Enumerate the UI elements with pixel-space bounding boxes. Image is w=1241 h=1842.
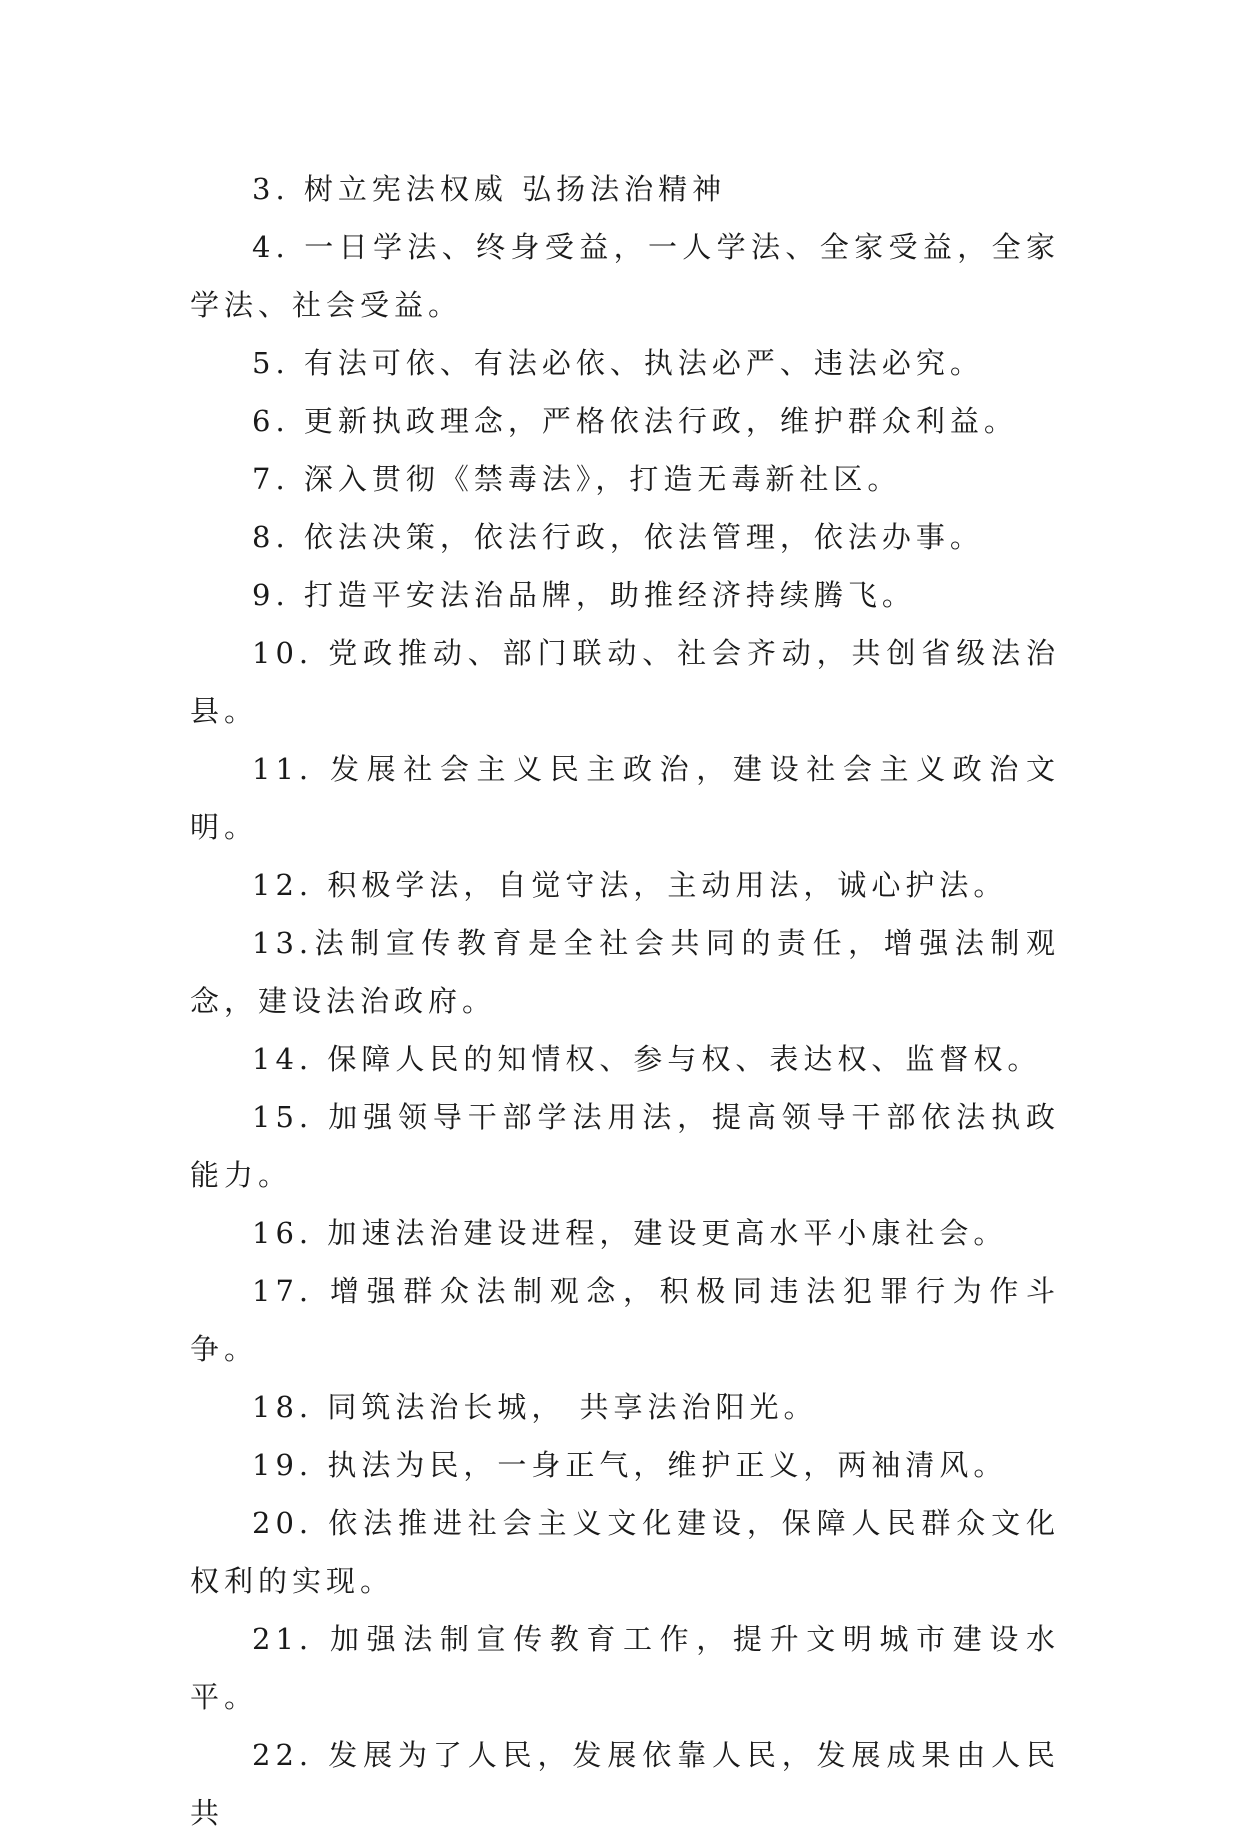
list-item: 10. 党政推动、部门联动、社会齐动，共创省级法治县。 — [190, 636, 1060, 728]
list-item: 5. 有法可依、有法必依、执法必严、违法必究。 — [252, 346, 984, 380]
list-item: 15. 加强领导干部学法用法，提高领导干部依法执政能力。 — [190, 1100, 1060, 1192]
list-item: 8. 依法决策，依法行政，依法管理，依法办事。 — [252, 520, 984, 554]
list-item: 16. 加速法治建设进程，建设更高水平小康社会。 — [252, 1216, 1008, 1250]
list-item: 7. 深入贯彻《禁毒法》，打造无毒新社区。 — [252, 462, 902, 496]
list-item: 6. 更新执政理念，严格依法行政，维护群众利益。 — [252, 404, 1018, 438]
list-item: 22. 发展为了人民，发展依靠人民，发展成果由人民共 — [190, 1738, 1060, 1830]
list-item: 11. 发展社会主义民主政治，建设社会主义政治文明。 — [190, 752, 1060, 844]
list-item: 4. 一日学法、终身受益，一人学法、全家受益，全家学法、社会受益。 — [190, 230, 1060, 322]
list-item: 19. 执法为民，一身正气，维护正义，两袖清风。 — [252, 1448, 1008, 1482]
slogan-list — [190, 160, 1060, 1842]
list-item: 14. 保障人民的知情权、参与权、表达权、监督权。 — [252, 1042, 1042, 1076]
list-item: 20. 依法推进社会主义文化建设，保障人民群众文化权利的实现。 — [190, 1506, 1060, 1598]
list-item: 18. 同筑法治长城， 共享法治阳光。 — [252, 1390, 818, 1424]
list-item: 17. 增强群众法制观念，积极同违法犯罪行为作斗争。 — [190, 1274, 1060, 1366]
list-item: 3. 树立宪法权威 弘扬法治精神 — [252, 172, 727, 206]
list-item: 13.法制宣传教育是全社会共同的责任，增强法制观念，建设法治政府。 — [190, 926, 1060, 1018]
list-item: 21. 加强法制宣传教育工作，提升文明城市建设水平。 — [190, 1622, 1060, 1714]
list-item: 12. 积极学法，自觉守法，主动用法，诚心护法。 — [252, 868, 1008, 902]
list-item: 9. 打造平安法治品牌，助推经济持续腾飞。 — [252, 578, 916, 612]
